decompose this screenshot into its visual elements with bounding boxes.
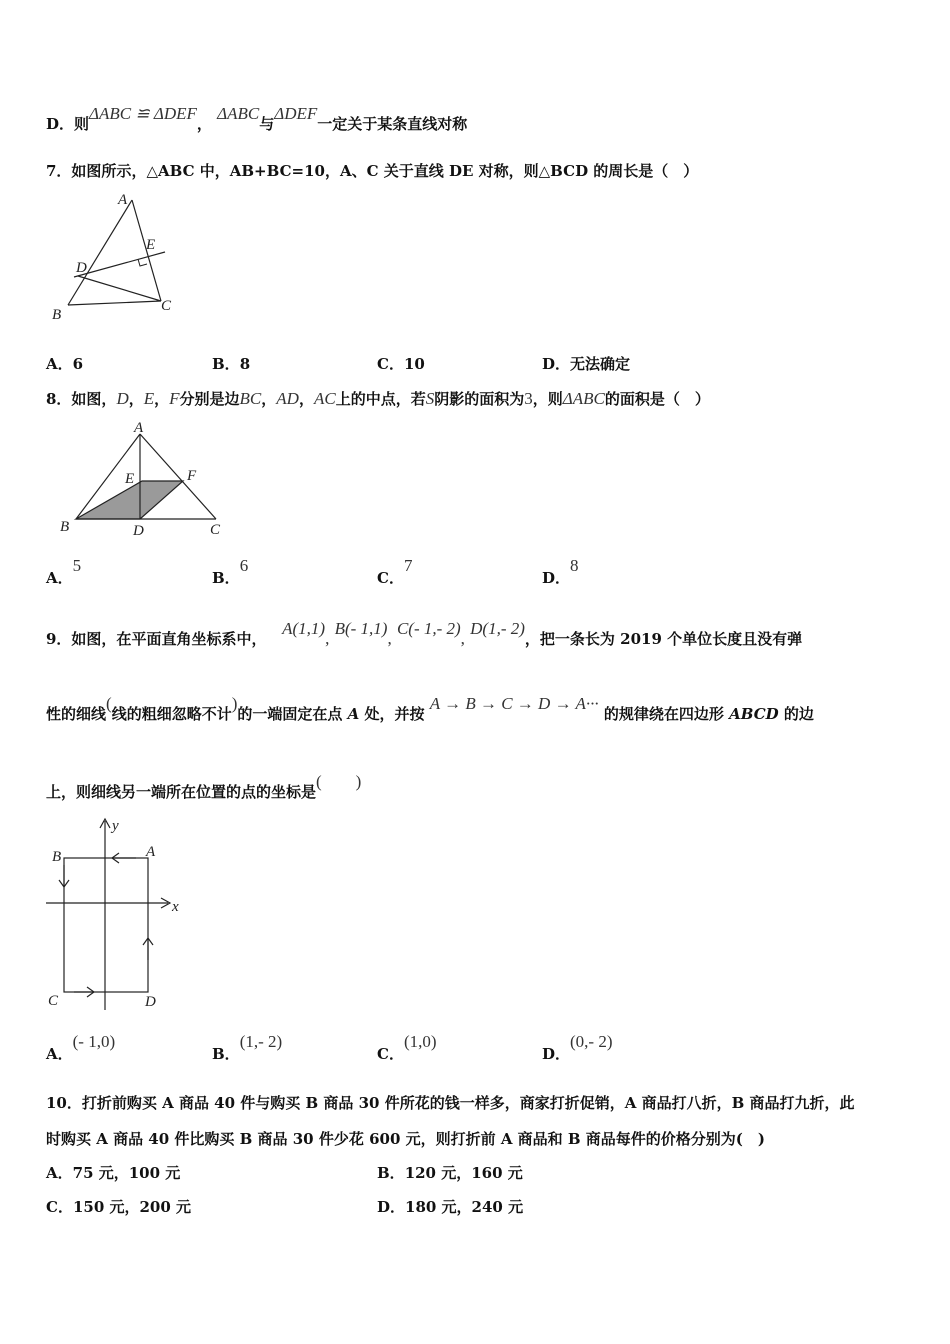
- q10-option-c[interactable]: C．150 元，200 元: [46, 1198, 192, 1216]
- q8-option-b[interactable]: B．6: [212, 556, 249, 587]
- q7-option-a[interactable]: A．6: [46, 355, 84, 373]
- q9-label-c: C: [48, 993, 59, 1009]
- q10-option-d[interactable]: D．180 元，240 元: [377, 1198, 524, 1216]
- q8-label-e: E: [125, 471, 135, 487]
- q6-option-d: D．则ΔABC ≌ ΔDEF， ΔABC与ΔDEF一定关于某条直线对称: [46, 104, 468, 133]
- q9-option-c[interactable]: C．(1,0): [377, 1032, 437, 1063]
- q8-option-d[interactable]: D．8: [542, 556, 579, 587]
- q8-label-c: C: [210, 522, 221, 538]
- q9-stem-line1: 9．如图，在平面直角坐标系中， A(1,1), B(- 1,1), C(- 1,- 2), D(1,- 2)，把一条长为 2019 个单位长度且没有弹: [46, 619, 803, 648]
- q7-option-d[interactable]: D．无法确定: [542, 355, 631, 373]
- math-abc: ΔABC: [217, 104, 260, 123]
- q8-option-c[interactable]: C．7: [377, 556, 413, 587]
- q10-option-a[interactable]: A．75 元，100 元: [46, 1164, 181, 1182]
- q7-option-b[interactable]: B．8: [212, 355, 251, 373]
- q7-label-a: A: [118, 192, 128, 208]
- q7-label-b: B: [52, 307, 62, 323]
- q8-stem: 8．如图，D，E，F分别是边BC，AD，AC上的中点，若S阴影的面积为3，则ΔABC的面积是（ ）: [46, 389, 710, 408]
- q8-option-a[interactable]: A．5: [46, 556, 82, 587]
- q8-label-f: F: [187, 468, 197, 484]
- q9-option-a[interactable]: A．(- 1,0): [46, 1032, 116, 1063]
- q7-option-c[interactable]: C．10: [377, 355, 425, 373]
- math-def: ΔDEF: [274, 104, 318, 123]
- q7-stem: 7．如图所示，△ABC 中，AB+BC=10，A、C 关于直线 DE 对称，则△BCD 的周长是（ ）: [46, 162, 699, 180]
- q7-label-d: D: [76, 260, 87, 276]
- q9-label-d: D: [145, 994, 156, 1010]
- q7-label-e: E: [146, 237, 156, 253]
- q8-label-a: A: [134, 420, 144, 436]
- q9-stem-line3: 上，则细线另一端所在位置的点的坐标是( ): [46, 772, 362, 801]
- q7-label-c: C: [161, 298, 172, 314]
- q9-option-d[interactable]: D．(0,- 2): [542, 1032, 613, 1063]
- q9-stem-line2: 性的细线(线的粗细忽略不计)的一端固定在点 A 处，并按 A → B → C → D → A··· 的规律绕在四边形 ABCD 的边: [46, 694, 814, 723]
- q9-label-a: A: [146, 844, 156, 860]
- q8-figure: [58, 418, 233, 543]
- q8-label-b: B: [60, 519, 70, 535]
- q9-coordinate-figure: [44, 815, 194, 1015]
- q8-label-d: D: [133, 523, 144, 539]
- q10-stem-line1: 10．打折前购买 A 商品 40 件与购买 B 商品 30 件所花的钱一样多，商家打折促销，A 商品打八折，B 商品打九折，此: [46, 1094, 855, 1112]
- q10-stem-line2: 时购买 A 商品 40 件比购买 B 商品 30 件少花 600 元，则打折前 A 商品和 B 商品每件的价格分别为( ): [46, 1130, 766, 1148]
- q9-label-x: x: [172, 899, 179, 915]
- math-congruent: ΔABC ≌ ΔDEF: [89, 104, 197, 123]
- q10-option-b[interactable]: B．120 元，160 元: [377, 1164, 523, 1182]
- q9-label-b: B: [52, 849, 62, 865]
- q9-option-b[interactable]: B．(1,- 2): [212, 1032, 283, 1063]
- q7-figure: [44, 188, 194, 328]
- q9-label-y: y: [112, 818, 119, 834]
